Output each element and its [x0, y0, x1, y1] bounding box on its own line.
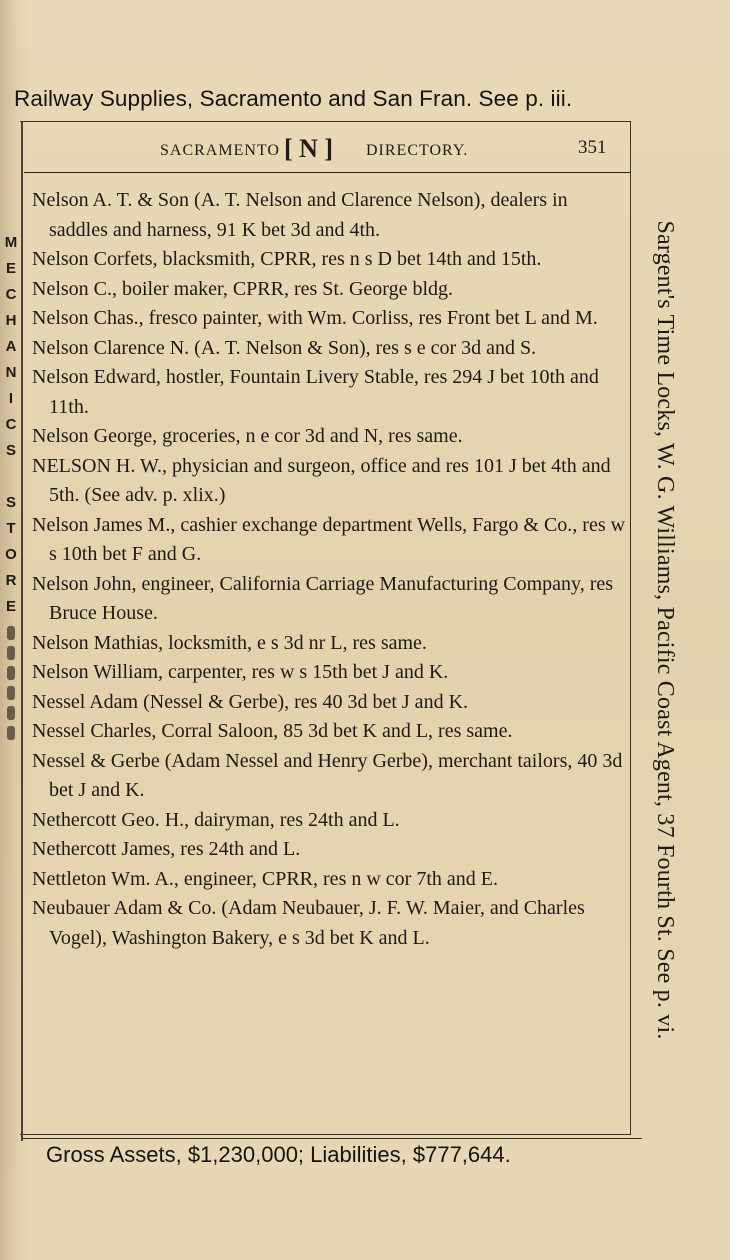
right-margin-advertisement [646, 120, 682, 1140]
running-header [160, 136, 620, 166]
left-margin-letter: E [5, 260, 16, 277]
header-section: DIRECTORY. [366, 142, 469, 159]
left-margin-rule [21, 121, 23, 1141]
left-margin-letter [2, 464, 20, 490]
directory-entry: NELSON H. W., physician and surgeon, office and res 101 J bet 4th and 5th. (See adv. p. xlix.) [32, 454, 611, 506]
left-margin-smudge [7, 646, 15, 660]
directory-entry: Nelson A. T. & Son (A. T. Nelson and Clarence Nelson), dealers in saddles and harness, 91 K bet 3d and 4th. [32, 189, 568, 241]
directory-entry: Nessel & Gerbe (Adam Nessel and Henry Gerbe), merchant tailors, 40 3d bet J and K. [32, 749, 623, 801]
left-margin-letter: O [5, 546, 17, 563]
directory-entry: Nelson James M., cashier exchange department Wells, Fargo & Co., res w s 10th bet F and G. [32, 513, 626, 565]
header-city: SACRAMENTO [160, 142, 280, 159]
directory-entry: Neubauer Adam & Co. (Adam Neubauer, J. F. W. Maier, and Charles Vogel), Washington Bakery, e s 3d bet K and L. [32, 897, 585, 949]
directory-entry: Nelson Clarence N. (A. T. Nelson & Son), res s e cor 3d and S. [32, 336, 537, 359]
footer-rule [22, 1138, 642, 1139]
directory-entry: Nethercott James, res 24th and L. [32, 838, 301, 860]
right-margin-text: Sargent's Time Locks, W. G. Williams, Pacific Coast Agent, 37 Fourth St. See p. vi. [652, 220, 678, 1040]
left-margin-smudge [7, 686, 15, 700]
directory-entry: Nessel Adam (Nessel & Gerbe), res 40 3d bet J and K. [32, 690, 469, 713]
directory-entry: Nettleton Wm. A., engineer, CPRR, res n w cor 7th and E. [32, 867, 498, 890]
directory-entry: Nelson George, groceries, n e cor 3d and N, res same. [32, 425, 463, 447]
directory-entry: Nelson Edward, hostler, Fountain Livery Stable, res 294 J bet 10th and 11th. [32, 366, 599, 418]
directory-entry: Nessel Charles, Corral Saloon, 85 3d bet K and L, res same. [32, 720, 513, 742]
directory-entry: Nelson Chas., fresco painter, with Wm. Corliss, res Front bet L and M. [32, 307, 598, 329]
left-margin-letter: S [5, 442, 16, 459]
left-margin-advertisement [2, 230, 20, 746]
left-margin-smudge [7, 726, 15, 740]
left-margin-letter: C [5, 286, 17, 303]
page-number: 351 [578, 137, 607, 158]
left-margin-letter: M [4, 234, 18, 251]
directory-entry: Nelson William, carpenter, res w s 15th bet J and K. [32, 661, 449, 683]
left-margin-smudge [7, 626, 15, 640]
header-rule [24, 172, 630, 173]
left-margin-letter: H [5, 312, 17, 329]
directory-entry: Nethercott Geo. H., dairyman, res 24th and L. [32, 808, 400, 831]
left-margin-letter: N [5, 364, 17, 381]
left-margin-letter: R [5, 572, 17, 589]
directory-entries [32, 186, 628, 953]
left-margin-letter: A [5, 338, 17, 355]
left-margin-letter: T [6, 520, 16, 537]
left-margin-smudge [7, 666, 15, 680]
top-advertisement-banner: Railway Supplies, Sacramento and San Fran. See p. iii. [14, 86, 573, 111]
directory-entry: Nelson Corfets, blacksmith, CPRR, res n s D bet 14th and 15th. [32, 248, 542, 270]
directory-entry: Nelson John, engineer, California Carriage Manufacturing Company, res Bruce House. [32, 572, 614, 624]
directory-entry: Nelson C., boiler maker, CPRR, res St. George bldg. [32, 277, 454, 300]
left-margin-letter: I [8, 390, 14, 407]
header-letter: [ N ] [284, 134, 334, 163]
left-margin-smudge [7, 706, 15, 720]
directory-entry: Nelson Mathias, locksmith, e s 3d nr L, res same. [32, 631, 427, 654]
left-margin-letter: S [5, 494, 16, 511]
left-margin-letter: E [5, 598, 16, 615]
left-margin-letter: C [5, 416, 17, 433]
footer-advertisement: Gross Assets, $1,230,000; Liabilities, $777,644. [46, 1142, 511, 1167]
